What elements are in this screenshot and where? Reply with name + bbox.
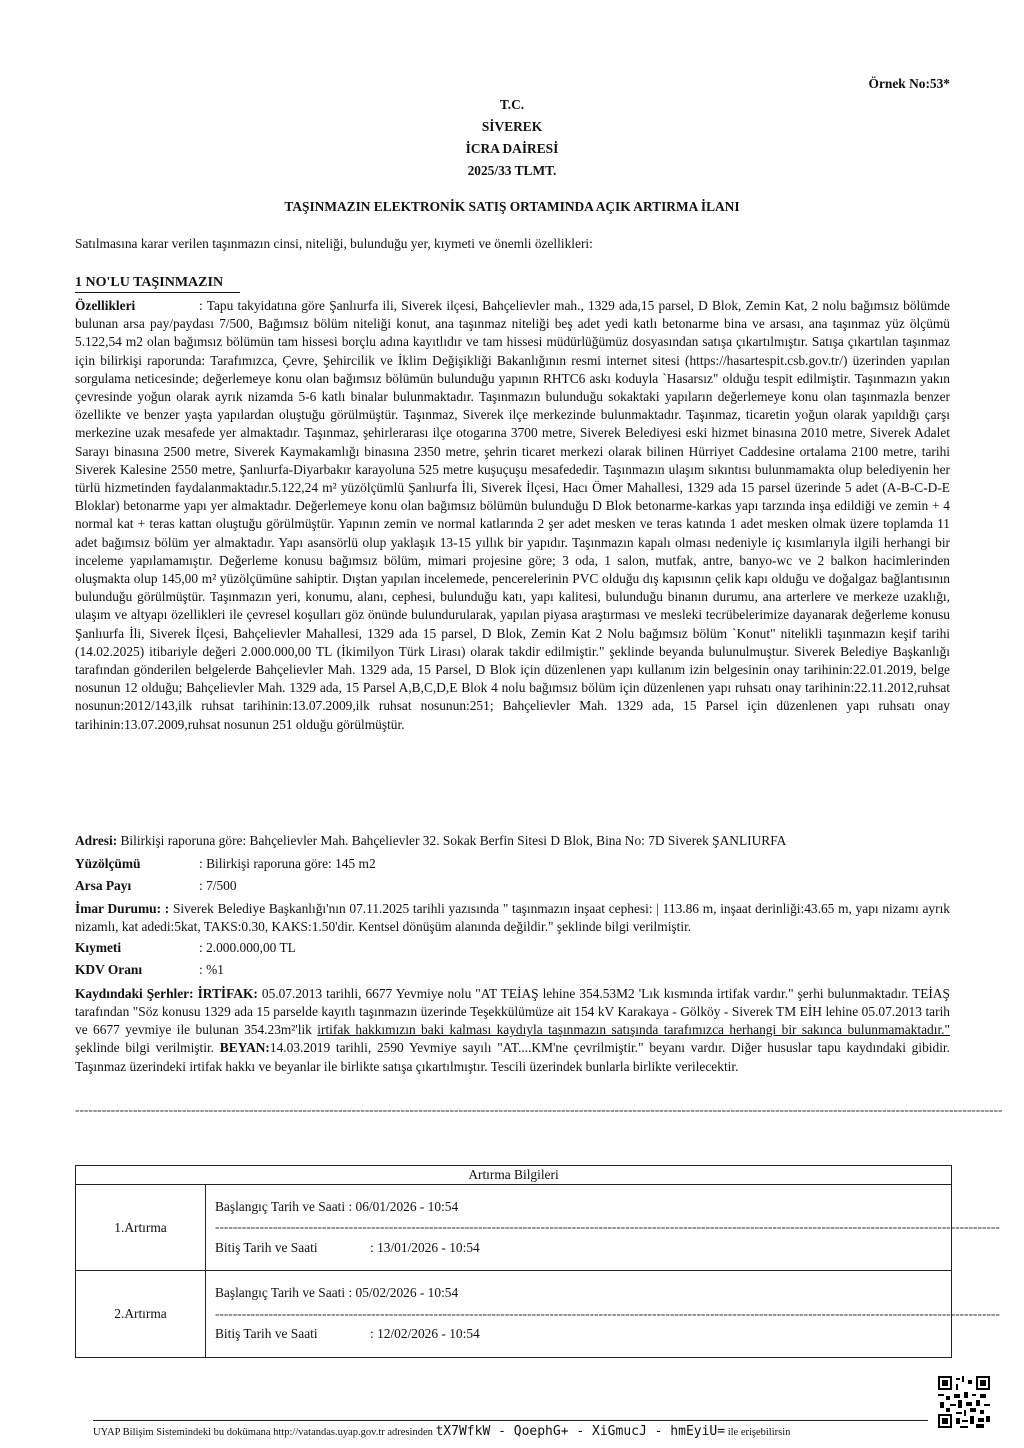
header-file-no: 2025/33 TLMT.: [467, 163, 557, 178]
footer-rule: [93, 1420, 928, 1421]
declaration-label: BEYAN:: [219, 1040, 270, 1056]
features-text: : Tapu takyidatına göre Şanlıurfa ili, Siverek ilçesi, Bahçelievler mah., 1329 ada,15 parsel, D Blok, Zemin Kat, 2 nolu bağımsız bölümde bulunan arsa pay/paydası 7/500, Bağımsız bölüm niteliği konut, ana taşınmaz niteliği beş adet yedi katlı betonarme bina ve arsası, ana taşınmaz yüz ölçümü 5.122,54 m2 olan bağımsız bölümün tam hissesi borçlu adına kayıtlıdır ve tam hissesi müdürlüğümüz dosyasından satışa çıkartılmıştır. Satışa çıkartılan taşınmaz için bilirkişi raporunda: Tarafımızca, Çevre, Şehircilik ve İklim Değişikliği Bakanlığının resmi internet sitesi (https://hasartespit.csb.gov.tr/) üzerinden yapılan sorgulama neticesinde; değerlemeye konu olan bağımsız bölümün bulunduğu yapının RHTC6 askı koduyla `Hasarsız" olduğu tespit edilmiştir. Taşınmazın yakın çevresinde yoğun olarak ayrık nizamda 5-6 katlı binalar bulunmaktadır. Taşınmazın bulunduğu sokaktaki yapıların değerlemeye konu olan taşınmazla benzer özellikte ve benzer yaşta yapılardan oluştuğu görülmüştür. Taşınmaz, Siverek ilçe merkezinde bulunmaktadır. Taşınmaz, ticaretin yoğun olarak yapıldığı çarşı merkezine uzak mesafede yer almaktadır. Taşınmaz, şehirlerarası ilçe otogarına 3700 metre, Siverek Belediyesi eski hizmet binasına 2010 metre, Siverek Adalet Sarayı binasına 2500 metre, Siverek Kaymakamlığı binasına 2350 metre, şehrin ticaret merkezi olarak bilinen Hürriyet Caddesine ortalama 2100 metre, tarihi Siverek Kalesine 2550 metre, Şanlıurfa-Diyarbakır karayoluna 525 metre kuşuçuşu mesafededir. Taşınmazın ulaşım sıkıntısı bulunmamakta olup belediyenin her türlü hizmetinden faydalanmaktadır.5.122,24 m² yüzölçümlü Şanlıurfa İli, Siverek İlçesi, Hacı Ömer Mahallesi, 1329 ada 15 parsel üzerinde 5 adet (A-B-C-D-E Bloklar) betonarme yapı yer almaktadır. Değerlemeye konu olan bağımsız bölümün bulunduğu D Blok betonarme-karkas yapı tarzında inşa edildiği ve zemin + 4 normal kat + teras kattan oluştuğu görülmüştür. Yapının zemin ve normal katlarında 2 şer adet mesken ve teras katında 1 adet mesken olmak üzere toplamda 11 adet bağımsız bölüm yer almaktadır. Yapı asansörlü olup yaklaşık 13-15 yıllık bir yapıdır. Taşınmazın kapalı olması nedeniyle iç kısımlarıyla ilgili herhangi bir inceleme yapılamamıştır. Değerleme konusu bağımsız bölüm, mimari projesine göre; 3 oda, 1 salon, mutfak, antre, banyo-wc ve 2 balkon hacimlerinden oluşmakta olup 145,00 m² yüzölçümüne sahiptir. Dıştan yapılan incelemede, pencerelerinin PVC olduğu dış kapısının çelik kapı olduğu ve doğalgaz bağlantısının bulunduğu görülmüştür. Taşınmazın yeri, konumu, alanı, cephesi, bulunduğu katı, yapı kalitesi, bulunduğu binanın durumu, ana arterlere ve merkeze uzaklığı, ulaşım ve altyapı özellikleri ile çevresel koşulları göz önünde bulundurularak, yapılan piyasa araştırması ve mesleki tecrübelerimize dayanarak değerleme konusu Şanlıurfa İli, Siverek İlçesi, Bahçelievler Mahallesi, 1329 ada 15 parsel, D Blok, Zemin Kat 2 Nolu bağımsız bölüm `Konut" nitelikli taşınmazın keşif tarihi (14.02.2025) itibariyle değeri 2.000.000,00 TL (İkimilyon Türk Lirası) olarak takdir edilmiştir." şeklinde beyanda bulunulmuştur. Siverek Belediye Başkanlığı tarafından gönderilen belgelerde Bahçelievler Mah. 1329 ada, 15 Parsel, D Blok için düzenlenen yapı kullanım izin belgesinin onay tarihinin:22.01.2019, belge nosunun 12 olduğu; Bahçelievler Mah. 1329 ada, 15 Parsel A,B,C,D,E Blok 4 nolu bağımsız bölüm için düzenlenen yapı ruhsatı onay tarihinin:22.11.2012,ruhsat nosunun:2012/143,ilk ruhsat tarihinin:13.07.2009,ilk ruhsat nosunun:251; Bahçelievler Mah. 1329 ada, 15 Parsel için düzenlenen yapı ruhsatı onay tarihinin:13.07.2009,ruhsat nosunun 251 olduğu görülmüştür.: [75, 298, 950, 732]
annotations-label: Kaydındaki Şerhler: İRTİFAK:: [75, 985, 258, 1001]
zoning-label: İmar Durumu: :: [75, 900, 170, 916]
auction-row: [76, 1271, 952, 1358]
row-separator: --------------------------------------------------------------------------------------------------------------------------------------------------------------------------------: [215, 1219, 1000, 1235]
start-value: : 06/01/2026 - 10:54: [348, 1198, 459, 1214]
auction-table: [75, 1165, 1000, 1358]
value-text: : 2.000.000,00 TL: [199, 939, 296, 955]
property-features: [75, 297, 950, 734]
footer-text-before: UYAP Bilişim Sistemindeki bu dokümana http://vatandas.uyap.gov.tr adresinden: [93, 1427, 433, 1438]
share-text: : 7/500: [199, 878, 237, 893]
footer-text-after: ile erişebilirsin: [727, 1427, 791, 1438]
address-text: Bilirkişi raporuna göre: Bahçelievler Mah. Bahçelievler 32. Sokak Berfin Sitesi D Blok, Bina No: 7D Siverek ŞANLIURFA: [117, 833, 787, 848]
address-label: Adresi:: [75, 833, 118, 848]
value-label: Kıymeti: [75, 939, 122, 955]
annotations-text-3: 14.03.2019 tarihli, 2590 Yevmiye sayılı "AT....KM'ne çevrilmiştir." beyanı vardır. Diğer hususlar tapu kaydındaki gibidir. Taşınmaz üzerindeki irtifak hakkı ve beyanlar ile birlikte satışa çıkartılmıştır. Tescili üzerindek bunlarla birlikte verilecektir.: [75, 1040, 950, 1074]
vat-row: [75, 959, 950, 982]
separator-line: ----------------------------------------------------------------------------------------------------------------------------------------------------------------------------------------------------------------: [75, 1102, 1003, 1117]
end-value: : 13/01/2026 - 10:54: [370, 1239, 480, 1255]
start-label: Başlangıç Tarih ve Saati: [215, 1285, 346, 1301]
property-details: [75, 830, 950, 1076]
auction-table-title: Artırma Bilgileri: [76, 1166, 952, 1185]
intro-text: Satılmasına karar verilen taşınmazın cinsi, niteliği, bulunduğu yer, kıymeti ve önemli özellikleri:: [75, 236, 593, 251]
start-value: : 05/02/2026 - 10:54: [348, 1285, 459, 1301]
row-separator: --------------------------------------------------------------------------------------------------------------------------------------------------------------------------------: [215, 1305, 1000, 1321]
end-label: Bitiş Tarih ve Saati: [215, 1239, 318, 1255]
document-header: [0, 94, 1024, 182]
vat-text: : %1: [199, 962, 224, 977]
annotations-text-1: 05.07.2013 tarihli, 6677 Yevmiye nolu "AT TEİAŞ lehine 354.53M2 'Lık kısmında irtifak vardır." şerhi bulunmaktadır. TEİAŞ tarafından "Söz konusu 1329 ada 15 parselde kayıtlı taşınmazın üzerinde Teşekkülümüze ait 154 kV Karakaya - Gölköy - Siverek TM EİH lehine 05.07.2013 tarih ve 6677 yevmiye ile bulunan 354.23m²'lik: [75, 985, 951, 1038]
verification-code: tX7WfkW - QoephG+ - XiGmucJ - hmEyiU=: [435, 1424, 726, 1439]
features-label: Özellikleri: [75, 298, 136, 313]
area-row: [75, 853, 950, 876]
auction-name: 2.Artırma: [76, 1271, 206, 1358]
zoning-text: Siverek Belediye Başkanlığı'nın 07.11.2025 tarihli yazısında " taşınmazın inşaat cephesi: | 113.86 m, inşaat derinliği:43.65 m, yapı nizamı ayrık nizamlı, kat adedi:5kat, TAKS:0.30, KAKS:1.50'dir. Kentsel dönüşüm alanında değildir." şeklinde bilgi verilmiştir.: [75, 900, 950, 934]
header-office: İCRA DAİRESİ: [465, 141, 559, 156]
footer: [93, 1424, 790, 1439]
header-city: SİVEREK: [481, 119, 543, 134]
sample-number: Örnek No:53*: [868, 76, 950, 91]
annotations-row: [75, 985, 950, 1076]
start-label: Başlangıç Tarih ve Saati: [215, 1198, 346, 1214]
annotations-text-2: şeklinde bilgi verilmiştir.: [75, 1040, 220, 1056]
share-label: Arsa Payı: [75, 878, 132, 893]
area-text: : Bilirkişi raporuna göre: 145 m2: [199, 855, 376, 871]
vat-label: KDV Oranı: [75, 962, 143, 977]
value-row: [75, 937, 950, 960]
end-value: : 12/02/2026 - 10:54: [370, 1326, 480, 1342]
address-row: [75, 830, 950, 853]
zoning-row: [75, 900, 950, 937]
area-label: Yüzölçümü: [75, 855, 141, 871]
auction-name: 1.Artırma: [76, 1185, 206, 1271]
end-label: Bitiş Tarih ve Saati: [215, 1326, 318, 1342]
property-heading: 1 NO'LU TAŞINMAZIN: [75, 275, 240, 293]
document-title: TAŞINMAZIN ELEKTRONİK SATIŞ ORTAMINDA AÇIK ARTIRMA İLANI: [284, 199, 740, 214]
header-tc: T.C.: [499, 97, 525, 112]
share-row: [75, 875, 950, 898]
qr-code-icon: [938, 1376, 990, 1428]
auction-row: [76, 1185, 952, 1271]
annotations-underlined: irtifak hakkımızın baki kalması kaydıyla taşınmazın satışında tarafımızca herhangi bir sakınca bulunmamaktadır.": [317, 1022, 950, 1038]
